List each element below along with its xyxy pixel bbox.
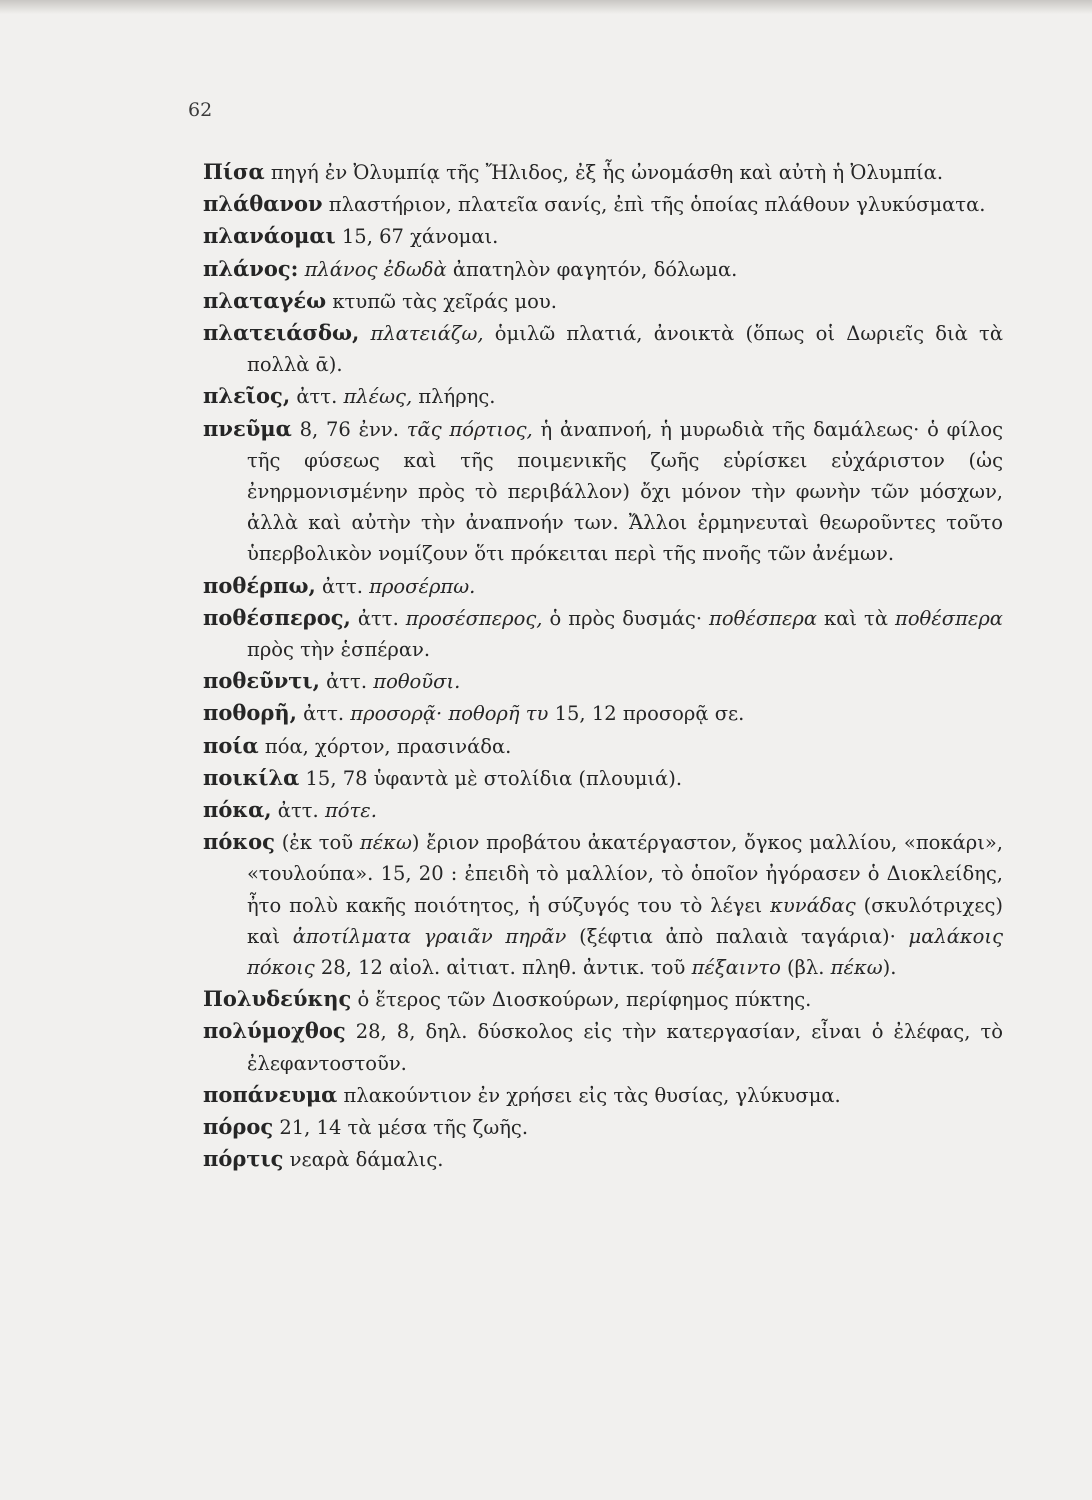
definition: ὁ πρὸς δυσμάς· bbox=[542, 606, 703, 630]
reference: 8, 76 ἐνν. bbox=[291, 417, 399, 441]
definition: νεαρὰ δάμαλις. bbox=[283, 1148, 444, 1172]
headword: ποθέσπερος, bbox=[203, 604, 351, 630]
headword: πόκος bbox=[203, 829, 275, 855]
reference: (ἐκ τοῦ bbox=[274, 831, 354, 855]
reference: ἀττ. bbox=[319, 670, 368, 694]
italic-term: πλατειάζω, bbox=[359, 322, 484, 346]
glossary-entry bbox=[203, 1079, 1003, 1111]
definition: ὁμιλῶ πλατιά, ἀνοικτὰ (ὅπως οἱ Δωριεῖς διὰ τὰ πολλὰ ᾱ). bbox=[247, 322, 1003, 377]
definition: (ξέφτια ἀπὸ παλαιὰ ταγάρια)· bbox=[566, 924, 896, 948]
definition: 15, 67 χάνομαι. bbox=[335, 225, 499, 249]
glossary-entry bbox=[203, 697, 1003, 729]
headword: πόρτις bbox=[203, 1146, 284, 1172]
italic-term: μαλάκοις πόκοις bbox=[247, 924, 1003, 980]
italic-term: πότε. bbox=[318, 799, 377, 823]
glossary-entry bbox=[203, 317, 1003, 380]
definition: 21, 14 τὰ μέσα τῆς ζωῆς. bbox=[273, 1116, 529, 1140]
reference: ἀττ. bbox=[350, 606, 399, 630]
definition: ἡ ἀναπνοή, ἡ μυρωδιὰ τῆς δαμάλεως· ὁ φίλος τῆς φύσεως καὶ τῆς ποιμενικῆς ζωῆς εὑρίσκει εὐχάριστον (ὡς ἐνηρμονισμένην πρὸς τὸ περιβάλλον) ὄχι μόνον τὴν φωνὴν τῶν μόσχων, ἀλλὰ καὶ αὐτὴν τὴν ἀναπνοήν των. Ἄλλοι ἑρμηνευταὶ θεωροῦντες τοῦτο ὑπερβολικὸν νομίζουν ὅτι πρόκειται περὶ τῆς πνοῆς τῶν ἀνέμων. bbox=[247, 417, 1003, 566]
italic-term: τᾶς πόρτιος, bbox=[398, 417, 533, 441]
definition: ὁ ἕτερος τῶν Διοσκούρων, περίφημος πύκτης. bbox=[351, 988, 812, 1012]
italic-term: ἀποτίλματα γραιᾶν πηρᾶν bbox=[280, 924, 567, 948]
italic-term: προσέρπω. bbox=[362, 574, 476, 598]
glossary-entry bbox=[203, 220, 1003, 252]
definition: (σκυλότριχες) καὶ bbox=[247, 893, 1003, 948]
italic-term: πέξαιντο bbox=[685, 956, 781, 980]
headword: πνεῦμα bbox=[203, 415, 292, 441]
reference: ἀττ. bbox=[315, 574, 363, 598]
definition: 15, 12 προσορᾷ σε. bbox=[548, 702, 745, 726]
glossary-entry bbox=[203, 285, 1003, 317]
definition: ). bbox=[882, 956, 897, 980]
headword: ποία bbox=[203, 732, 259, 758]
headword: Πολυδεύκης bbox=[203, 986, 352, 1012]
italic-term: πέκω bbox=[353, 831, 412, 855]
italic-term: ποθοῦσι. bbox=[367, 670, 461, 694]
definition: ἀπατηλὸν φαγητόν, δόλωμα. bbox=[446, 257, 738, 281]
reference: ἀττ. bbox=[290, 385, 338, 409]
headword: πλατειάσδω, bbox=[203, 320, 360, 346]
definition: 15, 78 ὑφαντὰ μὲ στολίδια (πλουμιά). bbox=[299, 766, 683, 790]
headword: ποπάνευμα bbox=[203, 1081, 338, 1107]
headword: ποικίλα bbox=[203, 764, 300, 790]
italic-term: ποθέσπερα bbox=[702, 606, 818, 630]
glossary-entry bbox=[203, 156, 1003, 188]
headword: Πίσα bbox=[203, 159, 265, 184]
glossary-entry bbox=[203, 188, 1003, 220]
definition: 28, 8, δηλ. δύσκολος εἰς τὴν κατεργασίαν, εἶναι ὁ ἐλέφας, τὸ ἐλεφαντοστοῦν. bbox=[247, 1020, 1003, 1075]
definition: πλακούντιον ἐν χρήσει εἰς τὰς θυσίας, γλύκυσμα. bbox=[337, 1083, 841, 1107]
definition: πόα, χόρτον, πρασινάδα. bbox=[258, 734, 512, 758]
glossary-entry bbox=[203, 253, 1003, 285]
reference: ἀττ. bbox=[271, 799, 319, 823]
headword: ποθέρπω, bbox=[203, 572, 316, 598]
page-edge-shadow bbox=[0, 0, 1092, 14]
page-number: 62 bbox=[188, 99, 213, 121]
headword: πόκα, bbox=[203, 797, 272, 823]
reference: ἀττ. bbox=[296, 702, 345, 726]
headword: πόρος bbox=[203, 1114, 274, 1140]
definition: καὶ τὰ bbox=[817, 606, 888, 630]
italic-term: πέκω bbox=[824, 956, 883, 980]
glossary-entry bbox=[203, 570, 1003, 602]
headword: πλάνος: bbox=[203, 255, 299, 281]
italic-term: κυνάδας bbox=[762, 893, 856, 917]
italic-term: πλάνος ἐδωδὰ bbox=[298, 257, 447, 281]
definition: (βλ. bbox=[780, 956, 825, 980]
glossary-entry bbox=[203, 1143, 1003, 1175]
definition: πλαστήριον, πλατεῖα σανίς, ἐπὶ τῆς ὁποίας πλάθουν γλυκύσματα. bbox=[322, 193, 986, 217]
italic-term: προσέσπερος, bbox=[398, 606, 543, 630]
glossary-entry bbox=[203, 1015, 1003, 1078]
glossary-entry bbox=[203, 730, 1003, 762]
definition: κτυπῶ τὰς χεῖράς μου. bbox=[326, 289, 557, 313]
definition: 28, 12 αἰολ. αἰτιατ. πληθ. ἀντικ. τοῦ bbox=[314, 956, 686, 980]
headword: πλεῖος, bbox=[203, 383, 291, 409]
glossary-entry bbox=[203, 762, 1003, 794]
headword: πολύμοχθος bbox=[203, 1018, 346, 1044]
glossary-entry bbox=[203, 380, 1003, 412]
glossary-entries bbox=[203, 156, 1003, 1176]
headword: ποθεῦντι, bbox=[203, 668, 320, 694]
headword: πλανάομαι bbox=[203, 223, 336, 249]
headword: πλαταγέω bbox=[203, 287, 327, 313]
italic-term: πλέως, bbox=[337, 385, 413, 409]
glossary-entry bbox=[203, 794, 1003, 826]
glossary-entry bbox=[203, 826, 1003, 983]
headword: πλάθανον bbox=[203, 191, 323, 217]
glossary-entry bbox=[203, 413, 1003, 570]
definition: ) ἔριον προβάτου ἀκατέργαστον, ὄγκος μαλλίου, «ποκάρι», «τουλούπα». 15, 20 : ἐπειδὴ τὸ μαλλίον, τὸ ὁποῖον ἠγόρασεν ὁ Διοκλείδης, ἦτο πολὺ κακῆς ποιότητος, ἡ σύζυγός του τὸ λέγει bbox=[247, 831, 1003, 917]
definition: πλήρης. bbox=[412, 385, 496, 409]
glossary-entry bbox=[203, 665, 1003, 697]
definition: πρὸς τὴν ἑσπέραν. bbox=[247, 638, 431, 662]
headword: ποθορῆ, bbox=[203, 700, 297, 726]
glossary-entry bbox=[203, 1111, 1003, 1143]
italic-term: ποθέσπερα bbox=[888, 606, 1003, 630]
glossary-entry bbox=[203, 983, 1003, 1015]
glossary-entry bbox=[203, 602, 1003, 665]
definition: πηγή ἐν Ὀλυμπίᾳ τῆς Ἤλιδος, ἐξ ἧς ὠνομάσθη καὶ αὐτὴ ἡ Ὀλυμπία. bbox=[264, 161, 944, 184]
italic-term: προσορᾷ· ποθορῆ τυ bbox=[344, 702, 549, 726]
